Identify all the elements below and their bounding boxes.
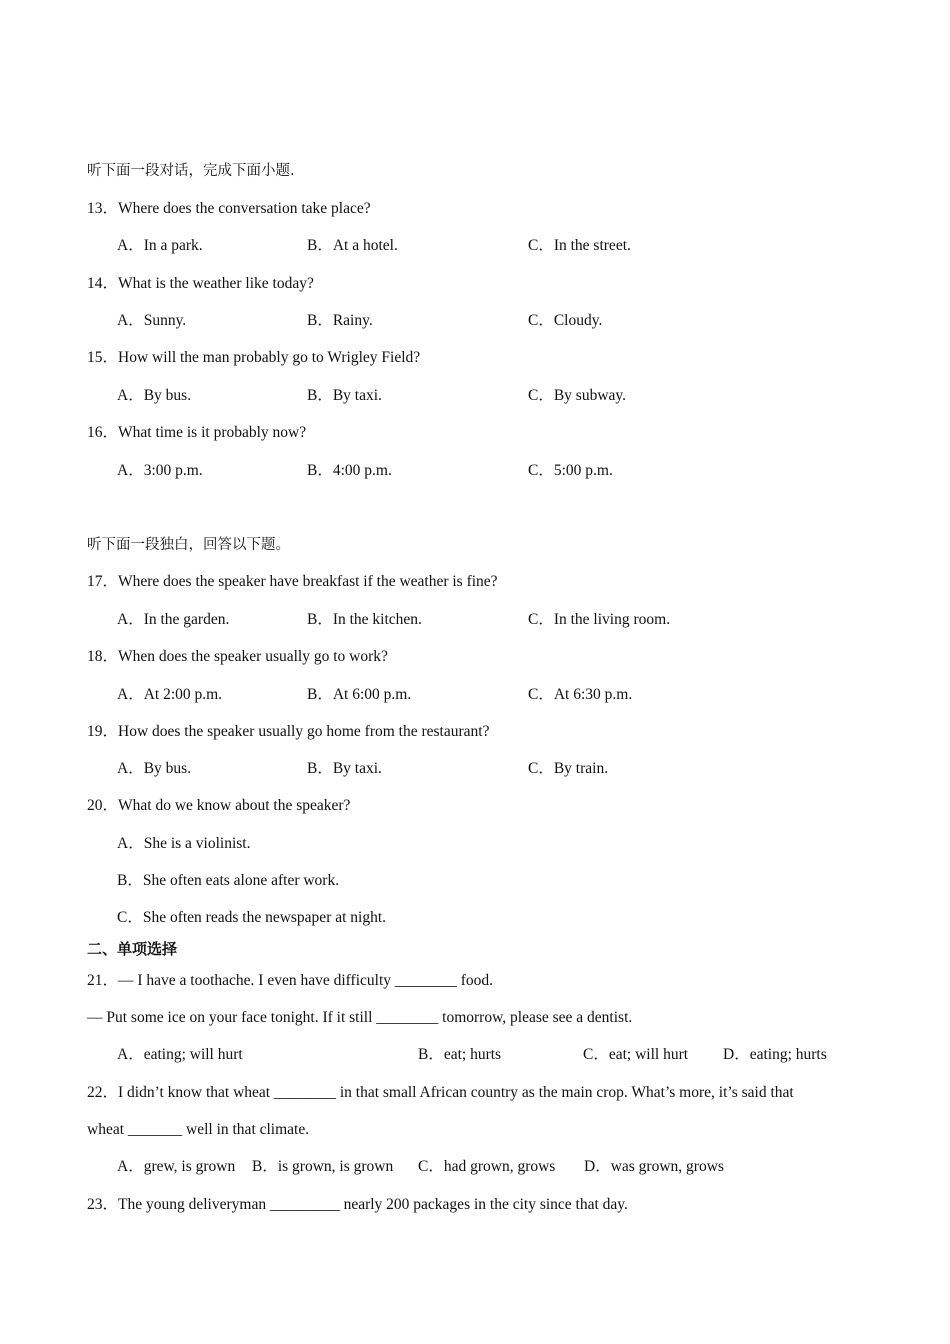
- q22-option-c: C．had grown, grows: [418, 1158, 556, 1175]
- question-21-line1: 21．— I have a toothache. I even have difficulty ________ food.: [87, 972, 494, 989]
- section2-instruction: 听下面一段独白，回答以下题。: [87, 537, 290, 553]
- question-21-line2: — Put some ice on your face tonight. If it still ________ tomorrow, please see a dentist.: [87, 1009, 633, 1026]
- section1-instruction: 听下面一段对话，完成下面小题.: [87, 163, 295, 179]
- q19-option-c: C．By train.: [528, 760, 609, 777]
- question-14: 14．What is the weather like today?: [87, 275, 314, 292]
- q21-option-d: D．eating; hurts: [723, 1046, 827, 1063]
- q15-option-b: B．By taxi.: [307, 387, 382, 404]
- question-17: 17．Where does the speaker have breakfast if the weather is fine?: [87, 573, 498, 590]
- q13-option-c: C．In the street.: [528, 237, 631, 254]
- q17-option-c: C．In the living room.: [528, 611, 671, 628]
- q20-option-a: A．She is a violinist.: [117, 835, 251, 852]
- question-18: 18．When does the speaker usually go to work?: [87, 648, 388, 665]
- q22-option-a: A．grew, is grown: [117, 1158, 236, 1175]
- question-22-line2: wheat _______ well in that climate.: [87, 1121, 310, 1138]
- q22-option-b: B．is grown, is grown: [252, 1158, 394, 1175]
- q19-option-a: A．By bus.: [117, 760, 192, 777]
- q15-option-a: A．By bus.: [117, 387, 192, 404]
- q17-option-b: B．In the kitchen.: [307, 611, 422, 628]
- section-heading-single-choice: 二、单项选择: [87, 940, 178, 958]
- q20-option-b: B．She often eats alone after work.: [117, 872, 340, 889]
- question-23: 23．The young deliveryman _________ nearly 200 packages in the city since that day.: [87, 1196, 628, 1213]
- q14-option-c: C．Cloudy.: [528, 312, 603, 329]
- question-15: 15．How will the man probably go to Wrigley Field?: [87, 349, 421, 366]
- q21-option-a: A．eating; will hurt: [117, 1046, 243, 1063]
- q13-option-a: A．In a park.: [117, 237, 203, 254]
- q18-option-a: A．At 2:00 p.m.: [117, 686, 223, 703]
- question-13: 13．Where does the conversation take place?: [87, 200, 371, 217]
- q19-option-b: B．By taxi.: [307, 760, 382, 777]
- q14-option-a: A．Sunny.: [117, 312, 187, 329]
- q18-option-b: B．At 6:00 p.m.: [307, 686, 412, 703]
- q17-option-a: A．In the garden.: [117, 611, 230, 628]
- question-20: 20．What do we know about the speaker?: [87, 797, 351, 814]
- question-16: 16．What time is it probably now?: [87, 424, 307, 441]
- q18-option-c: C．At 6:30 p.m.: [528, 686, 633, 703]
- q16-option-c: C．5:00 p.m.: [528, 462, 613, 479]
- q14-option-b: B．Rainy.: [307, 312, 373, 329]
- q21-option-b: B．eat; hurts: [418, 1046, 502, 1063]
- q22-option-d: D．was grown, grows: [584, 1158, 724, 1175]
- q13-option-b: B．At a hotel.: [307, 237, 398, 254]
- q16-option-a: A．3:00 p.m.: [117, 462, 203, 479]
- question-22-line1: 22．I didn’t know that wheat ________ in that small African country as the main crop. What’s more, it’s said that: [87, 1084, 794, 1101]
- q15-option-c: C．By subway.: [528, 387, 627, 404]
- q16-option-b: B．4:00 p.m.: [307, 462, 392, 479]
- q21-option-c: C．eat; will hurt: [583, 1046, 689, 1063]
- question-19: 19．How does the speaker usually go home from the restaurant?: [87, 723, 490, 740]
- q20-option-c: C．She often reads the newspaper at night.: [117, 909, 387, 926]
